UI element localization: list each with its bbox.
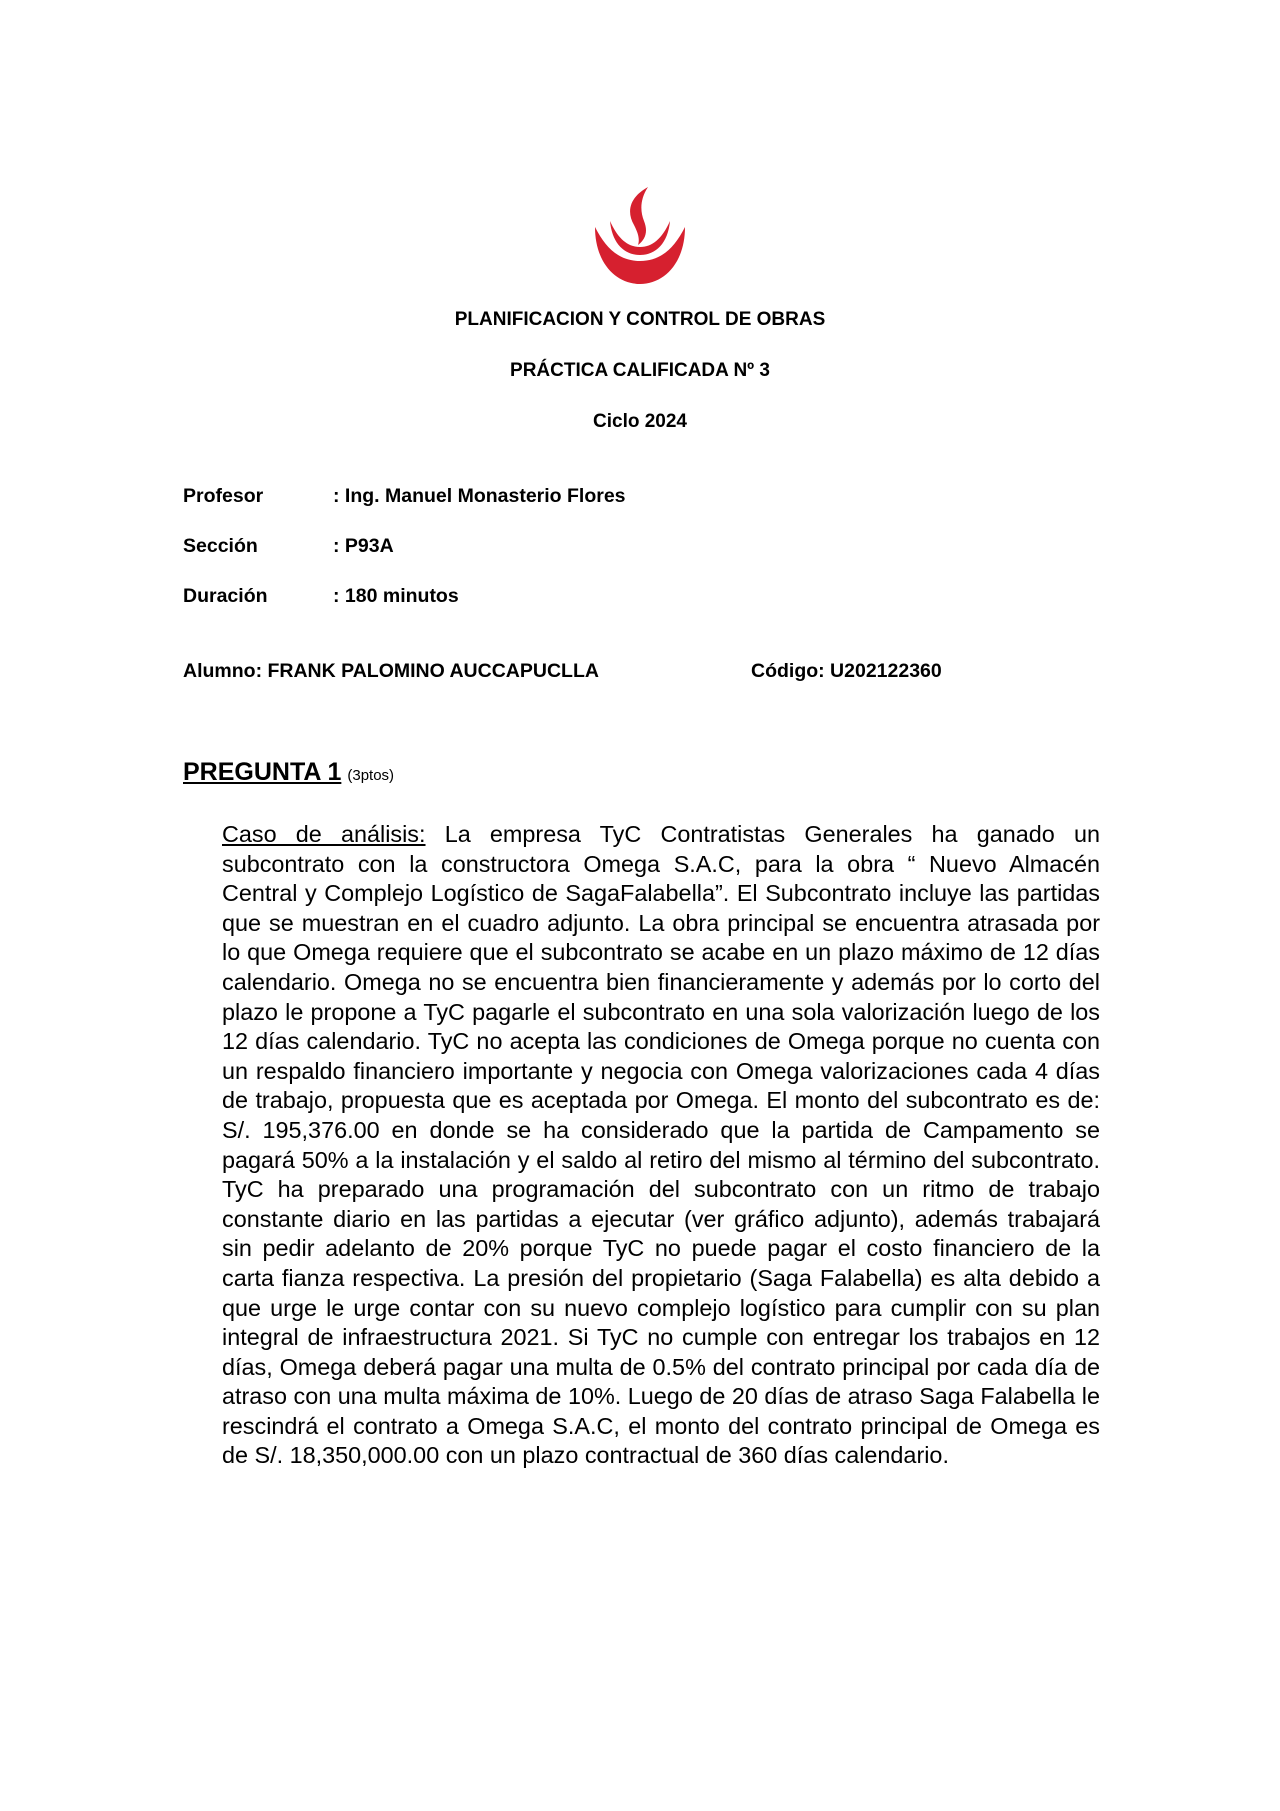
question-heading [183, 758, 394, 787]
logo-flame [630, 187, 648, 245]
question-points: (3ptos) [347, 767, 395, 784]
duration-value: : 180 minutos [333, 585, 459, 607]
course-title: PLANIFICACION Y CONTROL DE OBRAS [454, 309, 826, 330]
university-logo [590, 185, 690, 285]
case-analysis-paragraph [222, 820, 1100, 1471]
student-code: Código: U202122360 [751, 660, 942, 682]
cycle-label: Ciclo 2024 [593, 411, 687, 432]
student-name: Alumno: FRANK PALOMINO AUCCAPUCLLA [183, 660, 599, 682]
duration-label: Duración [183, 585, 268, 607]
case-text: La empresa TyC Contratistas Generales ha ganado un subcontrato con la constructora Omega S.A.C, para la obra “ Nuevo Almacén Central y Complejo Logístico de SagaFalabella”. El Subcontrato incluye las partidas que se muestran en el cuadro adjunto. La obra principal se encuentra atrasada por lo que Omega requiere que el subcontrato se acabe en un plazo máximo de 12 días calendario. Omega no se encuentra bien financieramente y además por lo corto del plazo le propone a TyC pagarle el subcontrato en una sola valorización luego de los 12 días calendario. TyC no acepta las condiciones de Omega porque no cuenta con un respaldo financiero importante y negocia con Omega valorizaciones cada 4 días de trabajo, propuesta que es aceptada por Omega. El monto del subcontrato es de: S/. 195,376.00 en donde se ha considerado que la partida de Campamento se pagará 50% a la instalación y el saldo al retiro del mismo al término del subcontrato. TyC ha preparado una programación del subcontrato con un ritmo de trabajo constante diario en las partidas a ejecutar (ver gráfico adjunto), además trabajará sin pedir adelanto de 20% porque TyC no puede pagar el costo financiero de la carta fianza respectiva. La presión del propietario (Saga Falabella) es alta debido a que urge le urge contar con su nuevo complejo logístico para cumplir con su plan integral de infraestructura 2021. Si TyC no cumple con entregar los trabajos en 12 días, Omega deberá pagar una multa de 0.5% del contrato principal por cada día de atraso con una multa máxima de 10%. Luego de 20 días de atraso Saga Falabella le rescindrá el contrato a Omega S.A.C, el monto del contrato principal de Omega es de S/. 18,350,000.00 con un plazo contractual de 360 días calendario. [222, 821, 1100, 1469]
professor-label: Profesor [183, 485, 264, 507]
section-value: : P93A [333, 535, 394, 557]
professor-value: : Ing. Manuel Monasterio Flores [333, 485, 626, 507]
question-title: PREGUNTA 1 [183, 758, 342, 786]
section-label: Sección [183, 535, 258, 557]
case-label: Caso de análisis: [222, 821, 426, 847]
exam-title: PRÁCTICA CALIFICADA Nº 3 [510, 360, 770, 381]
